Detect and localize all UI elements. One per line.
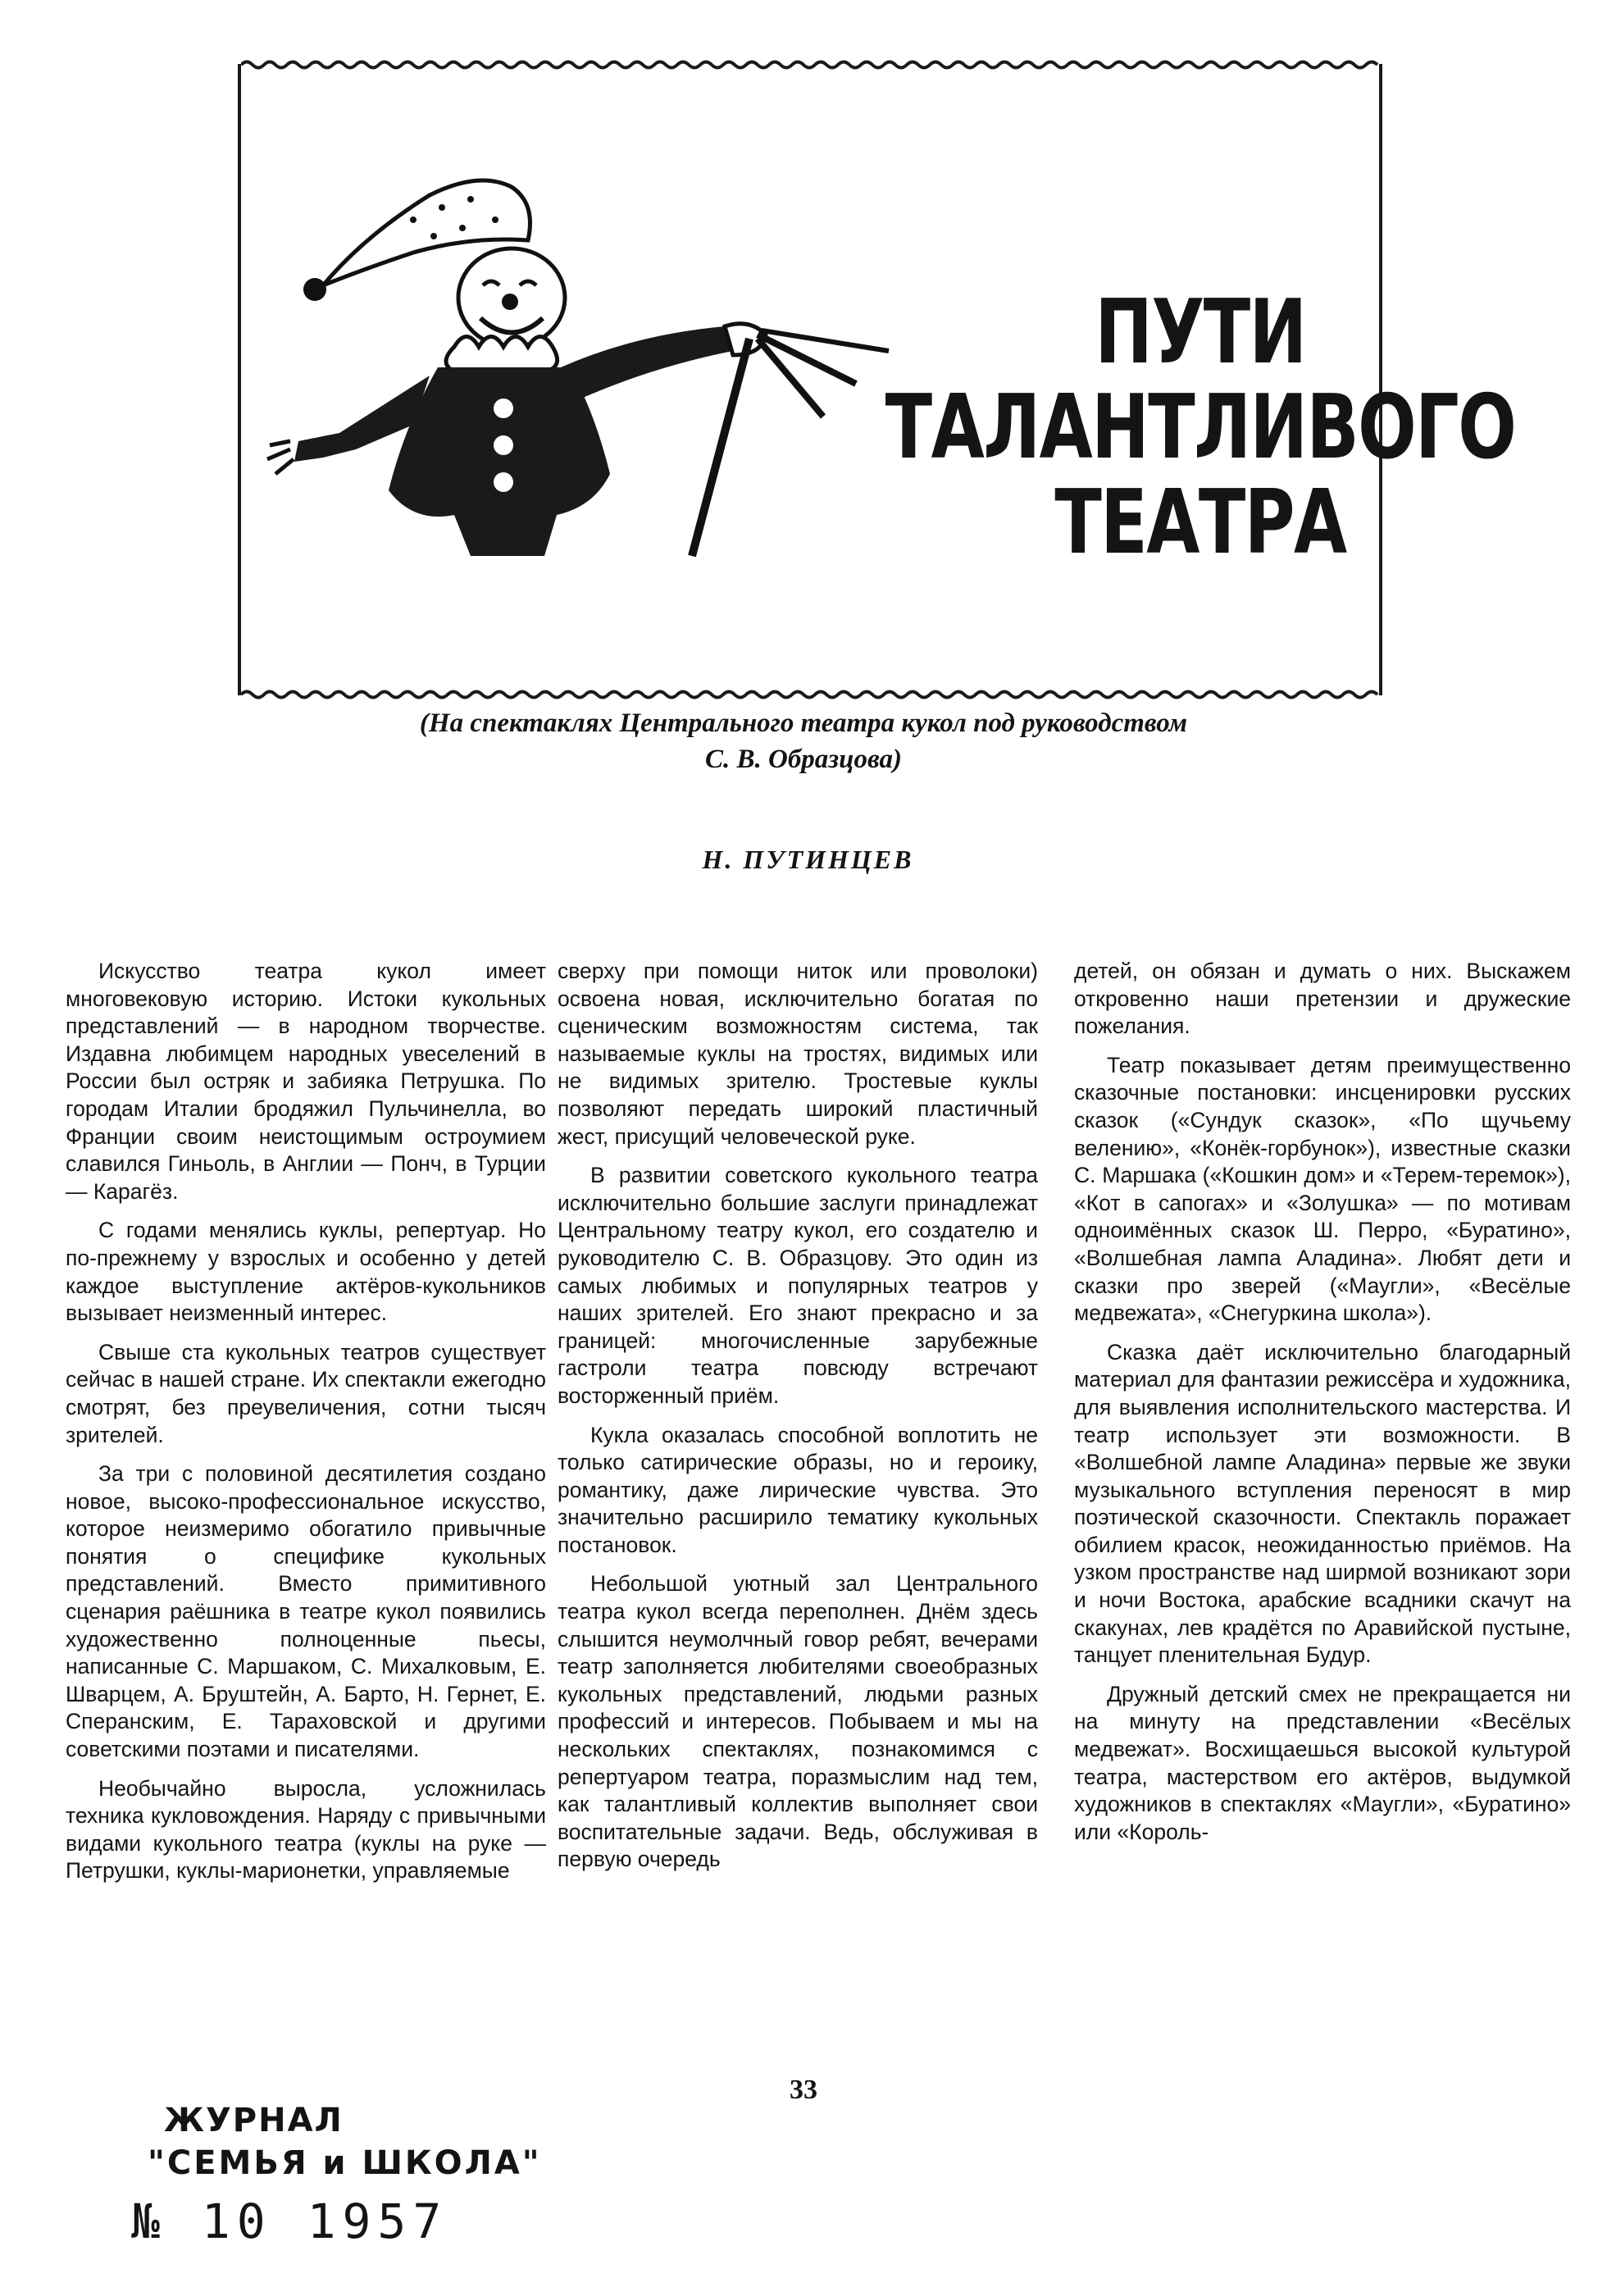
paragraph: Свыше ста кукольных театров существует сейчас в нашей стране. Их спектакли ежегодно смотрят, без преувеличения, сотни тысяч зрителей. xyxy=(66,1339,546,1447)
paragraph: В развитии советского кукольного театра исключительно большие заслуги принадлежат Центральному театру кукол, его создателю и руководителю С. В. Образцову. Это один из самых любимых и популярных театров у наших зрителей. Его знают прекрасно и за границей: многочисленные зарубежные гастроли театра повсюду встречают восторженный приём. xyxy=(558,1163,1038,1408)
paragraph: За три с половиной десятилетия создано новое, высоко-профессиональное искусство, которое неизмеримо обогатило привычные понятия о специфике кукольных представлений. Вместо примитивного сценария раёшника в театре кукол появились художественно полноценные пьесы, написанные С. Маршаком, С. Михалковым, Е. Шварцем, А. Бруштейн, А. Барто, Н. Гернет, Е. Сперанским, Е. Тараховской и другими советскими поэтами и писателями. xyxy=(66,1461,546,1762)
paragraph: Театр показывает детям преимущественно сказочные постановки: инсценировки русских сказок («Сундук сказок», «По щучьему велению», «Конёк-горбунок»), известные сказки С. Маршака («Кошкин дом» и «Терем-теремок»), «Кот в сапогах» и «Золушка» — по мотивам одноимённых сказок Ш. Перро, «Буратино», «Волшебная лампа Аладина». Любят дети и сказки про зверей («Маугли», «Весёлые медвежата», «Снегуркина школа»). xyxy=(1074,1052,1571,1326)
title-line-1: ПУТИ xyxy=(1095,281,1306,384)
paragraph: Дружный детский смех не прекращается ни на минуту на представлении «Весёлых медвежат». Восхищаешься высокой культурой театра, мастерством его актёров, выдумкой художников в спектаклях «Маугли», «Буратино» или «Король- xyxy=(1074,1681,1571,1844)
paragraph: С годами менялись куклы, репертуар. Но по-прежнему у взрослых и особенно у детей каждое выступление актёров-кукольников вызывает неизменный интерес. xyxy=(66,1218,546,1326)
title-frame xyxy=(238,64,1516,695)
article-subtitle xyxy=(271,705,1336,777)
title-line-3: ТЕАТРА xyxy=(1054,472,1346,574)
frame-top-wavy-border xyxy=(241,59,1379,71)
paragraph: Небольшой уютный зал Центрального театра кукол всегда переполнен. Днём здесь слышится неумолчный говор ребят, вечерами театр заполняется любителями своеобразных кукольных представлений, людьми разных профессий и интересов. Побываем и мы на нескольких спектаклях, познакомимся с репертуаром театра, поразмыслим над тем, как талантливый коллектив выполняет свои воспитательные задачи. Ведь, обслуживая в первую очередь xyxy=(558,1571,1038,1872)
title-line-2: ТАЛАНТЛИВОГО xyxy=(885,376,1516,479)
text-column-1 xyxy=(66,958,546,1897)
paragraph: детей, он обязан и думать о них. Выскажем откровенно наши претензии и дружеские пожелания. xyxy=(1074,959,1571,1039)
article-title xyxy=(849,281,1552,574)
paragraph: сверху при помощи ниток или проволоки) освоена новая, исключительно богатая по сценическим возможностям система, так называемые куклы на тростях, видимых или не видимых зрителю. Тростевые куклы позволяют передать широкий пластичный жест, присущий человеческой руке. xyxy=(558,959,1038,1149)
paragraph: Необычайно выросла, усложнилась техника кукловождения. Наряду с привычными видами кукольного театра (куклы на руке — Петрушки, куклы-марионетки, управляемые xyxy=(66,1775,546,1884)
page-number: 33 xyxy=(790,2075,817,2105)
subtitle-line-1: (На спектаклях Центрального театра кукол под руководством xyxy=(419,708,1188,738)
paragraph: Кукла оказалась способной воплотить не только сатирические образы, но и героику, романтику, даже лирические чувства. Это значительно расширило тематику кукольных постановок. xyxy=(558,1422,1038,1557)
article-author: Н. ПУТИНЦЕВ xyxy=(702,845,914,874)
stamp-line-2: "СЕМЬЯ и ШКОЛА" xyxy=(148,2144,542,2182)
paragraph: Искусство театра кукол имеет многовековую историю. Истоки кукольных представлений — в народном творчестве. Издавна любимцем народных увеселений в России был остряк и забияка Петрушка. По городам Италии бродяжил Пульчинелла, во Франции своим неистощимым остроумием славился Гиньоль, в Англии — Понч, в Турции — Карагёз. xyxy=(66,959,546,1204)
paragraph: Сказка даёт исключительно благодарный материал для фантазии режиссёра и художника, для выявления исполнительского мастерства. И театр использует эти возможности. В «Волшебной лампе Аладина» первые же звуки музыкального вступления переносят в мир поэтической сказочности. Спектакль поражает обилием красок, неожиданностью приёмов. На узком пространстве над ширмой возникают зори и ночи Востока, арабские всадники скачут на скакунах, лев крадётся по Аравийской пустыне, танцует пленительная Будур. xyxy=(1074,1339,1571,1668)
text-column-2 xyxy=(558,958,1038,1885)
text-column-3 xyxy=(1074,958,1571,1857)
library-stamp xyxy=(49,2095,574,2259)
frame-bottom-wavy-border xyxy=(241,689,1379,700)
stamp-line-1: ЖУРНАЛ xyxy=(164,2102,344,2139)
subtitle-line-2: С. В. Образцова) xyxy=(704,745,903,774)
stamp-line-3: № 10 1957 xyxy=(131,2194,448,2249)
